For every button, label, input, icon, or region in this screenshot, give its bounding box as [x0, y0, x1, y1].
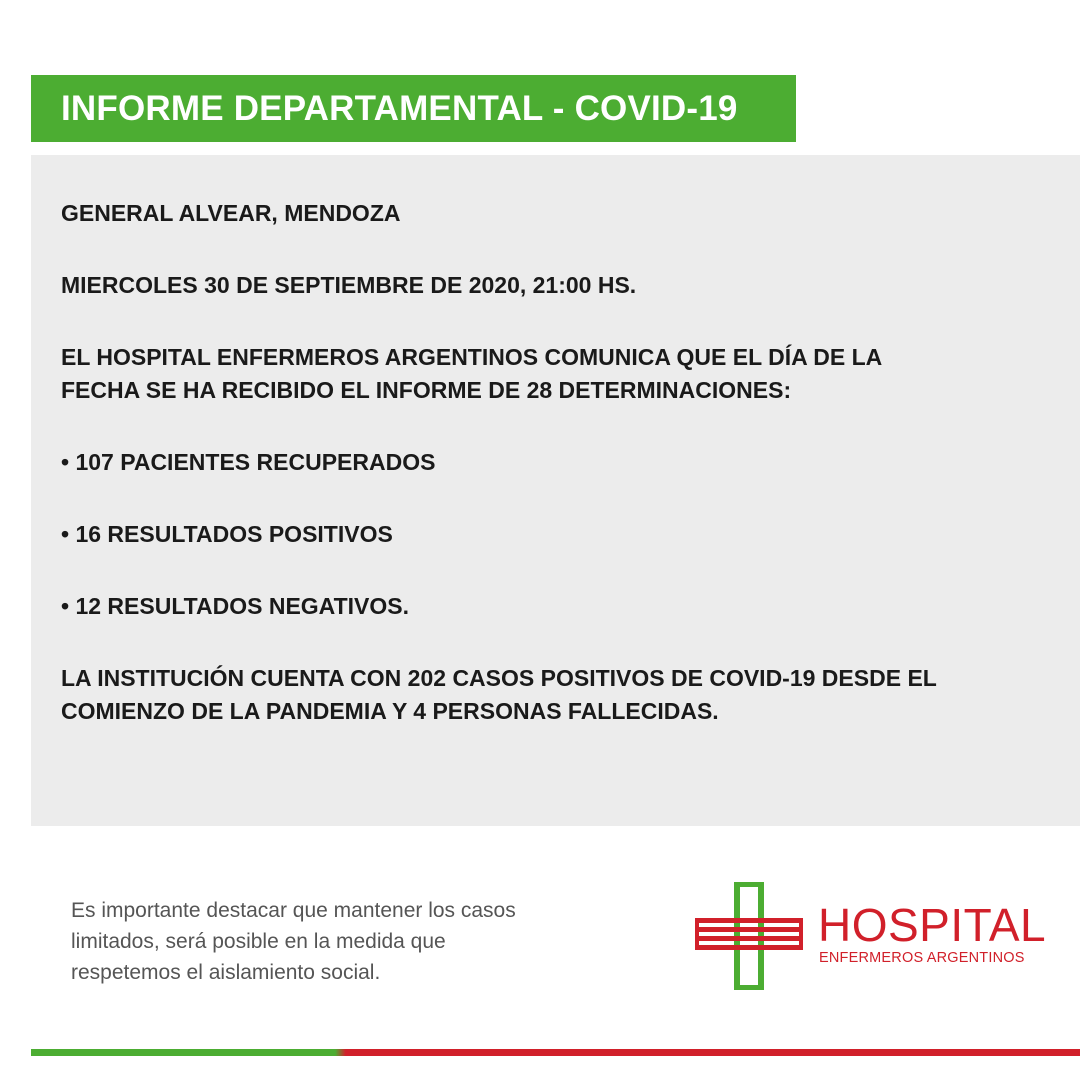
title-banner — [31, 75, 796, 142]
report-panel — [31, 155, 1080, 826]
logo-subtitle: ENFERMEROS ARGENTINOS — [819, 950, 1025, 966]
page-title: INFORME DEPARTAMENTAL - COVID-19 — [61, 88, 738, 128]
hospital-cross-icon — [693, 880, 805, 992]
bullet-positive: • 16 RESULTADOS POSITIVOS — [61, 521, 393, 547]
bottom-color-bar — [31, 1049, 1080, 1056]
report-summary: LA INSTITUCIÓN CUENTA CON 202 CASOS POSITIVOS DE COVID-19 DESDE EL COMIENZO DE LA PANDEMIA Y 4 PERSONAS FALLECIDAS. — [61, 665, 937, 724]
footer-note: Es importante destacar que mantener los casos limitados, será posible en la medida que respetemos el aislamiento social. — [71, 899, 516, 984]
report-intro: EL HOSPITAL ENFERMEROS ARGENTINOS COMUNICA QUE EL DÍA DE LA FECHA SE HA RECIBIDO EL INFORME DE 28 DETERMINACIONES: — [61, 344, 882, 403]
report-datetime: MIERCOLES 30 DE SEPTIEMBRE DE 2020, 21:00 HS. — [61, 272, 637, 298]
bullet-recovered: • 107 PACIENTES RECUPERADOS — [61, 449, 436, 475]
hospital-logo — [693, 880, 1053, 992]
logo-title: HOSPITAL — [818, 899, 1047, 951]
bullet-negative: • 12 RESULTADOS NEGATIVOS. — [61, 593, 409, 619]
report-location: GENERAL ALVEAR, MENDOZA — [61, 200, 401, 226]
report-body — [61, 197, 1021, 728]
